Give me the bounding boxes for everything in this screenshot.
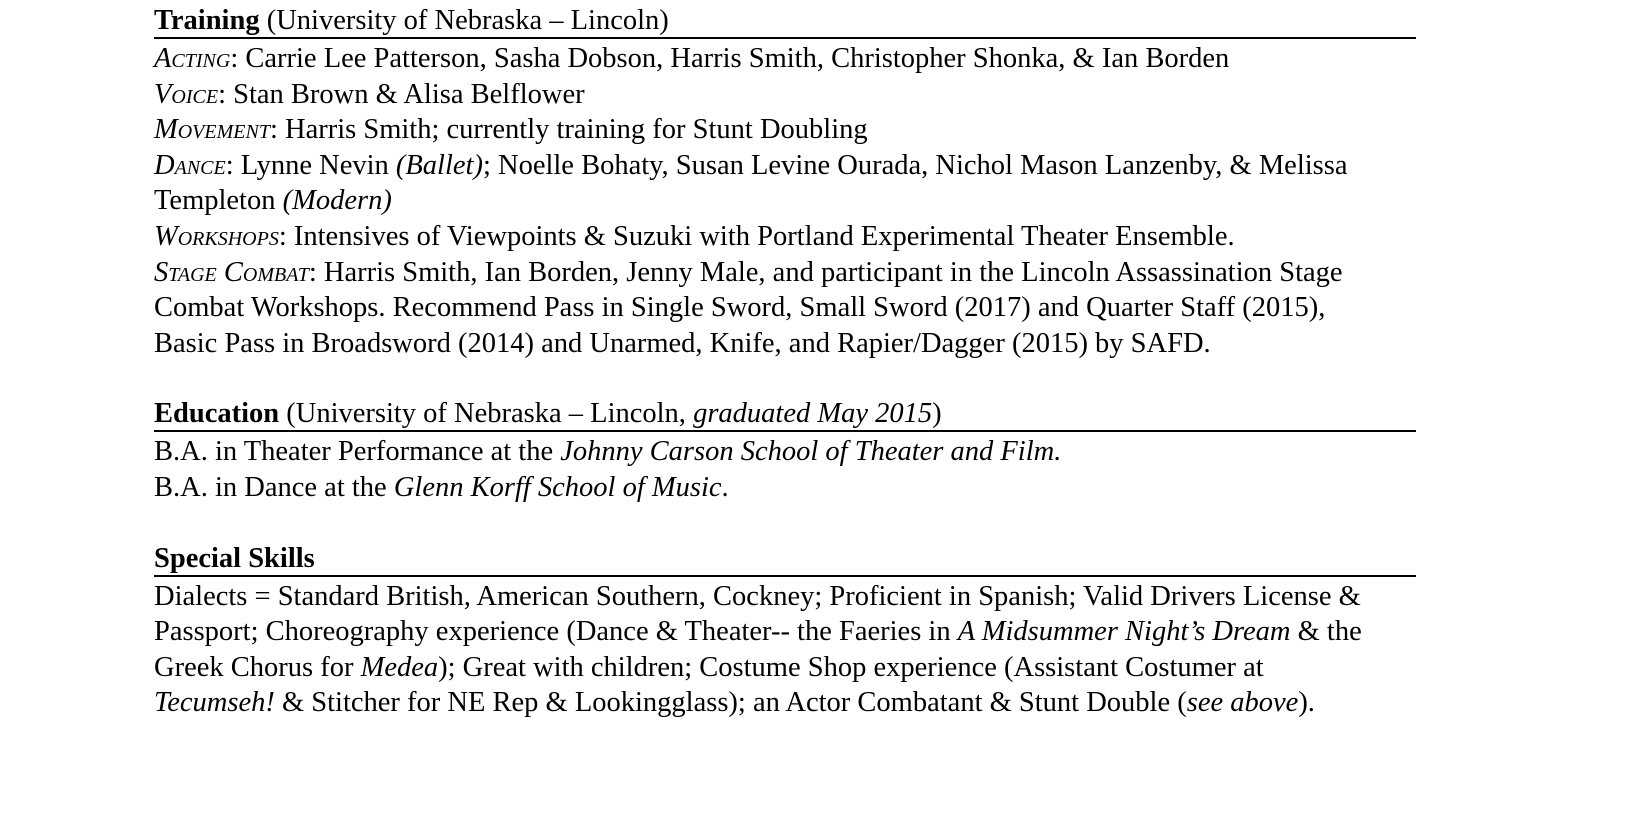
skills-line4	[154, 685, 1484, 721]
movement-label: Movement	[154, 114, 270, 146]
skills-line2-a: Passport; Choreography experience (Dance & Theater-- the Faeries in	[154, 616, 958, 648]
dance-text-b: ; Noelle Bohaty, Susan Levine Ourada, Nichol Mason Lanzenby, & Melissa	[482, 149, 1348, 181]
workshops-label: Workshops	[154, 220, 279, 252]
dance-text-c: Templeton	[154, 185, 283, 217]
resume-page	[154, 4, 1484, 721]
section-spacer	[154, 361, 1484, 397]
degree2-text: B.A. in Dance at the	[154, 471, 394, 503]
training-heading	[154, 4, 1416, 39]
special-skills-title: Special Skills	[154, 542, 315, 574]
education-graduated: graduated May 2015	[693, 398, 933, 430]
education-title: Education	[154, 398, 280, 430]
movement-text: : Harris Smith; currently training for Stunt Doubling	[269, 114, 868, 146]
degree2-end: .	[721, 471, 729, 503]
skills-line1: Dialects = Standard British, American Southern, Cockney; Proficient in Spanish; Valid Drivers License &	[154, 580, 1361, 612]
skills-play-medea: Medea	[360, 651, 439, 683]
special-skills-section	[154, 542, 1484, 721]
section-spacer	[154, 506, 1484, 542]
skills-line2	[154, 614, 1484, 650]
skills-line2-b: & the	[1290, 616, 1362, 648]
education-section	[154, 397, 1484, 505]
stage-combat-line2: Combat Workshops. Recommend Pass in Single Sword, Small Sword (2017) and Quarter Staff (2015),	[154, 292, 1326, 324]
acting-label: Acting	[154, 43, 231, 74]
degree2-school: Glenn Korff School of Music	[393, 471, 722, 503]
training-title: Training	[154, 5, 260, 36]
education-institution-b: )	[932, 398, 942, 430]
training-dance	[154, 148, 1484, 184]
voice-label: Voice	[154, 78, 219, 110]
skills-play-midsummer: A Midsummer Night’s Dream	[957, 616, 1291, 648]
stage-combat-label: Stage Combat	[154, 256, 309, 288]
training-workshops	[154, 219, 1484, 255]
skills-line3-a: Greek Chorus for	[154, 651, 361, 683]
training-institution: (University of Nebraska – Lincoln)	[259, 5, 669, 36]
voice-text: : Stan Brown & Alisa Belflower	[218, 78, 585, 110]
training-section	[154, 4, 1484, 361]
education-heading	[154, 397, 1416, 432]
stage-combat-line1: : Harris Smith, Ian Borden, Jenny Male, and participant in the Lincoln Assassination Stage	[308, 256, 1343, 288]
education-degree-theater	[154, 434, 1484, 470]
education-degree-dance	[154, 470, 1484, 506]
training-voice	[154, 77, 1484, 113]
education-institution-a: (University of Nebraska – Lincoln,	[279, 398, 694, 430]
training-movement	[154, 112, 1484, 148]
dance-label: Dance	[154, 149, 226, 181]
skills-line4-b: ).	[1298, 687, 1315, 719]
stage-combat-line3: Basic Pass in Broadsword (2014) and Unarmed, Knife, and Rapier/Dagger (2015) by SAFD.	[154, 327, 1211, 359]
degree1-school: Johnny Carson School of Theater and Film.	[560, 436, 1062, 468]
dance-style-modern: (Modern)	[282, 185, 392, 217]
workshops-text: : Intensives of Viewpoints & Suzuki with Portland Experimental Theater Ensemble.	[278, 220, 1235, 252]
skills-line4-a: & Stitcher for NE Rep & Lookingglass); an Actor Combatant & Stunt Double (	[274, 687, 1187, 719]
degree1-text: B.A. in Theater Performance at the	[154, 436, 561, 468]
training-dance-cont	[154, 183, 1484, 219]
dance-style-ballet: (Ballet)	[395, 149, 483, 181]
skills-line3	[154, 650, 1484, 686]
training-stage-combat	[154, 255, 1484, 291]
special-skills-heading	[154, 542, 1416, 577]
skills-play-tecumseh: Tecumseh!	[154, 687, 275, 719]
dance-text-a: : Lynne Nevin	[225, 149, 396, 181]
acting-text: : Carrie Lee Patterson, Sasha Dobson, Harris Smith, Christopher Shonka, & Ian Borden	[230, 43, 1230, 74]
skills-see-above: see above	[1186, 687, 1299, 719]
training-acting	[154, 41, 1484, 77]
skills-line3-b: ); Great with children; Costume Shop experience (Assistant Costumer at	[438, 651, 1264, 683]
